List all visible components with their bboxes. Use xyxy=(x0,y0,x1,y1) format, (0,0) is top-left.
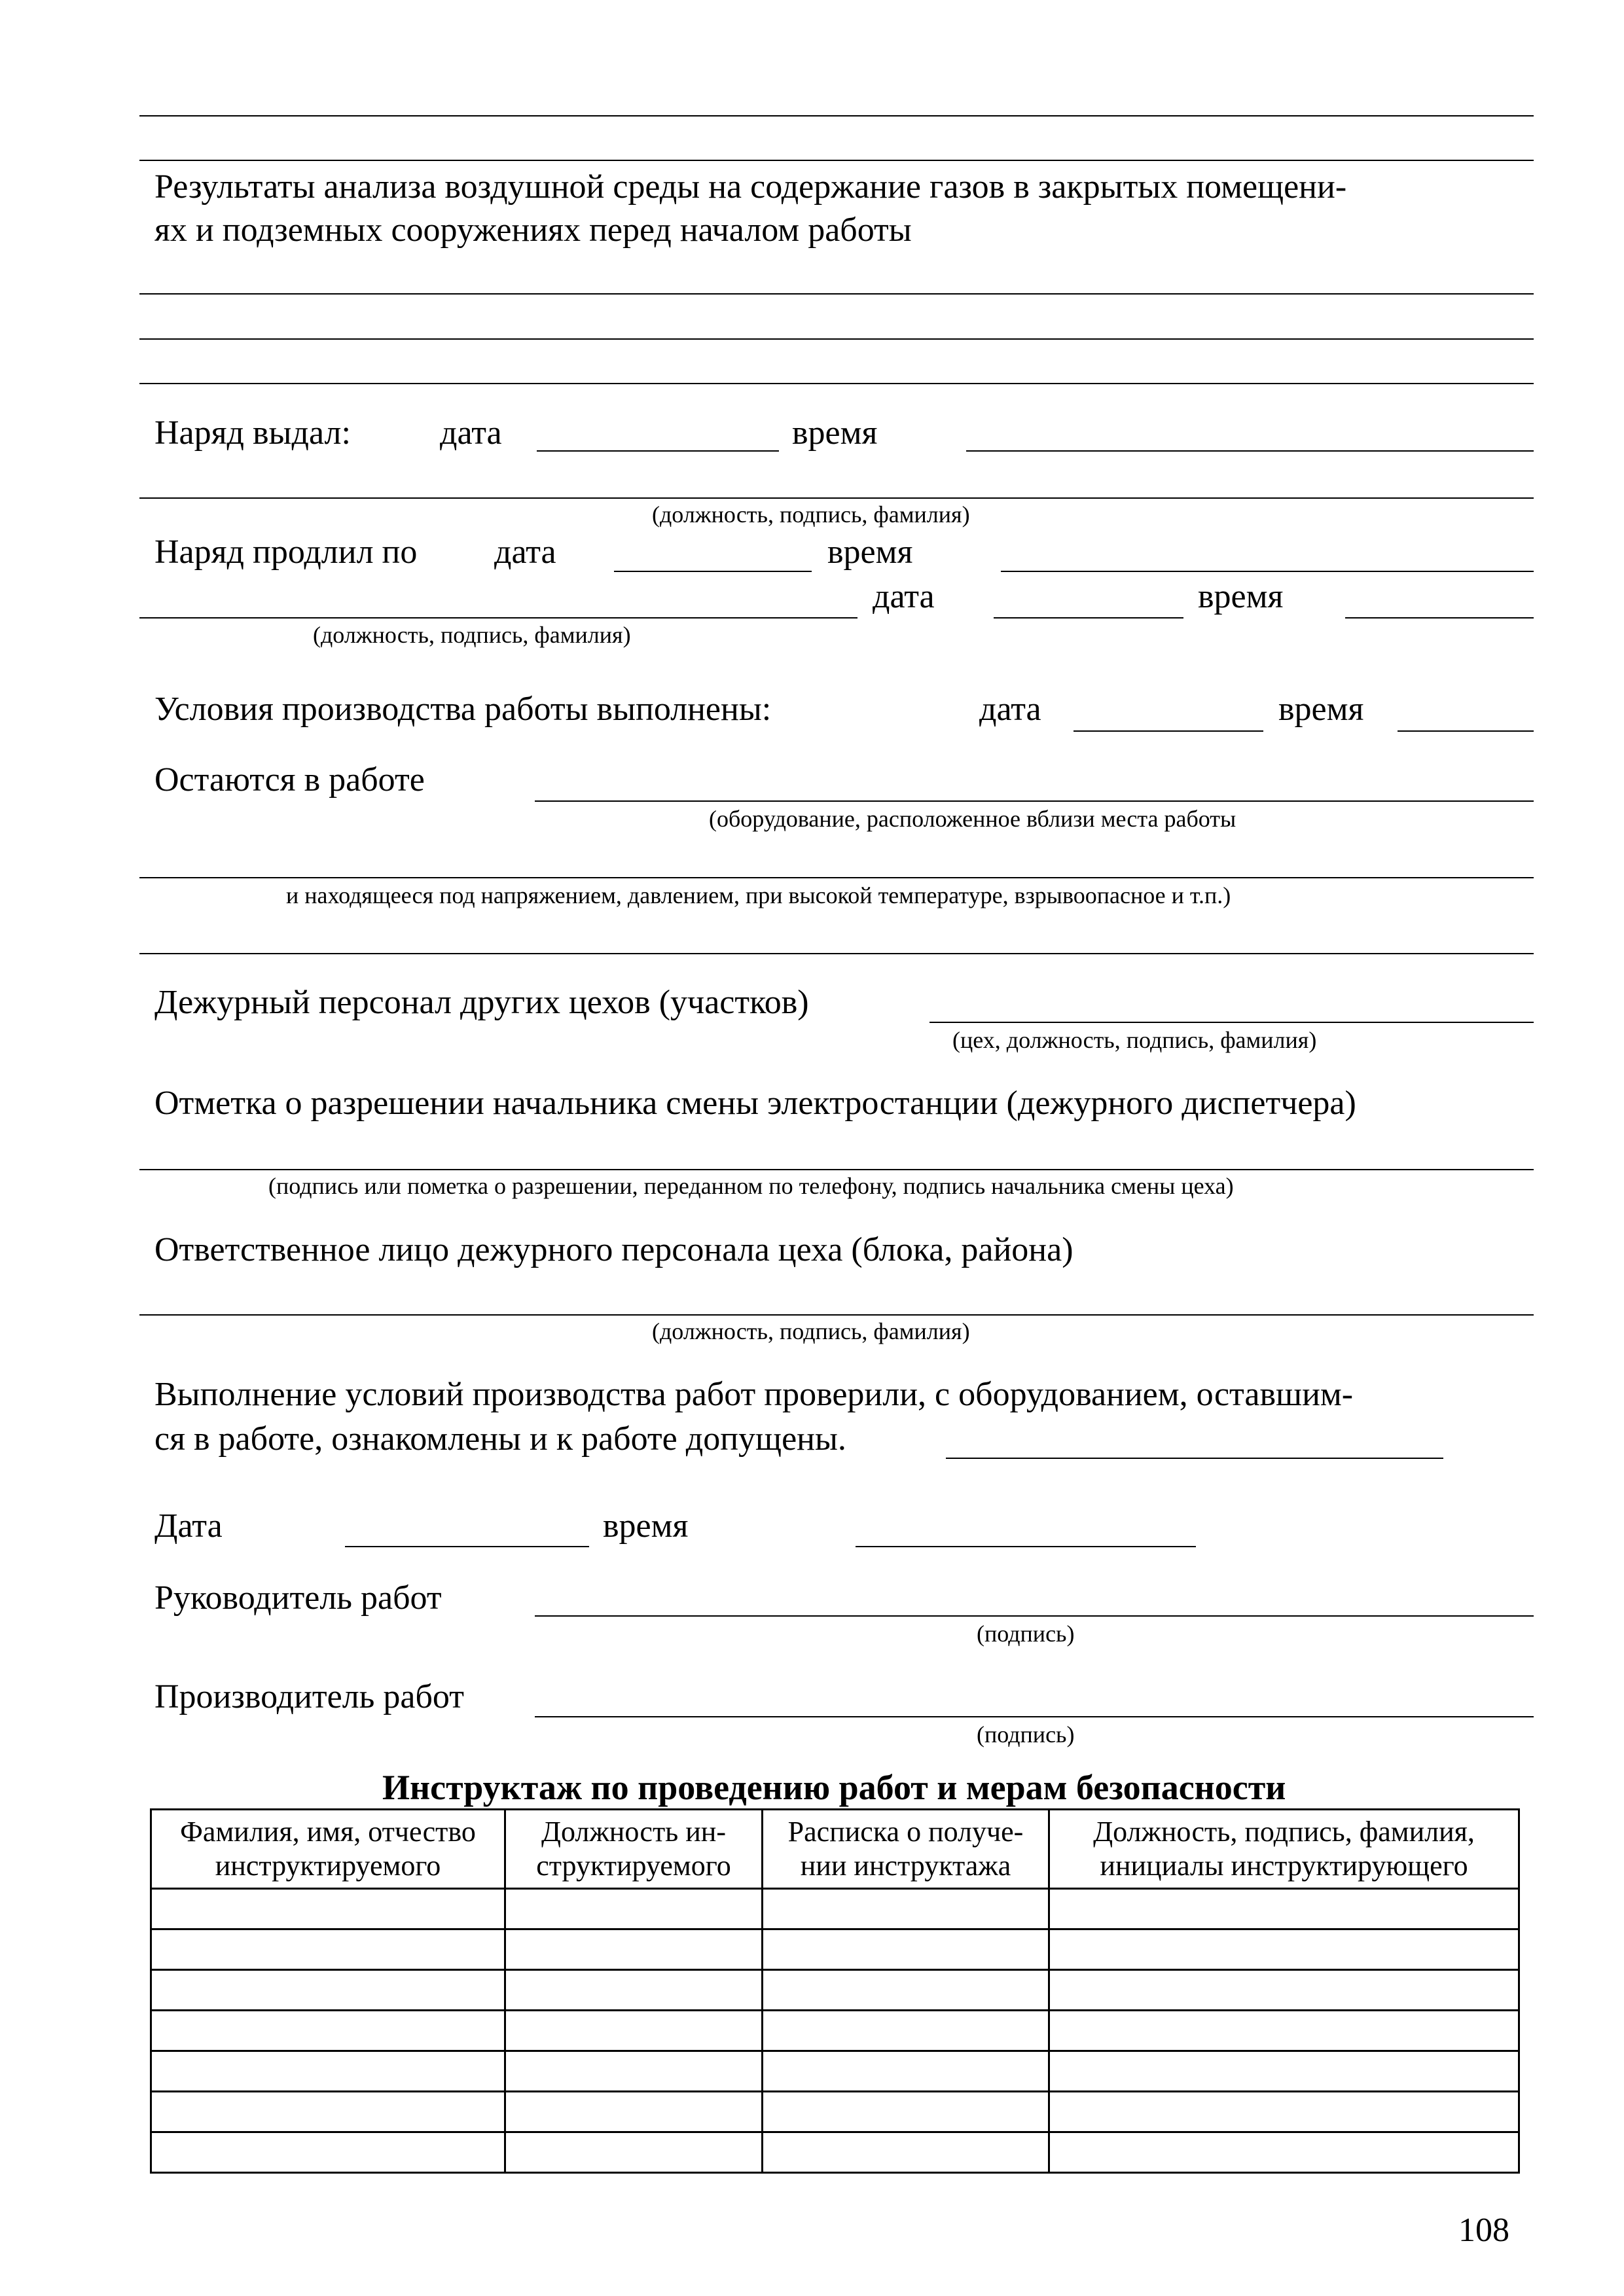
header-line: инструктируемого xyxy=(215,1850,441,1882)
table-cell[interactable] xyxy=(151,2092,505,2132)
table-cell[interactable] xyxy=(151,2051,505,2092)
air-analysis-field-line[interactable] xyxy=(139,293,1534,295)
table-cell[interactable] xyxy=(505,2011,763,2051)
final-time-label: время xyxy=(603,1507,689,1545)
table-cell[interactable] xyxy=(505,1889,763,1929)
remaining-caption-1: (оборудование, расположенное вблизи места работы xyxy=(709,806,1236,832)
table-cell[interactable] xyxy=(505,2051,763,2092)
permission-label: Отметка о разрешении начальника смены электростанции (дежурного диспетчера) xyxy=(154,1085,1356,1122)
header-instructor xyxy=(1049,1810,1519,1889)
header-line: Фамилия, имя, отчество xyxy=(180,1816,476,1848)
conditions-time-label: время xyxy=(1278,691,1364,728)
table-row xyxy=(151,1889,1519,1929)
duty-personnel-label: Дежурный персонал других цехов (участков) xyxy=(154,984,809,1021)
header-line: инициалы инструктирующего xyxy=(1100,1850,1468,1882)
header-position xyxy=(505,1810,763,1889)
air-analysis-line1: Результаты анализа воздушной среды на содержание газов в закрытых помещени- xyxy=(154,168,1347,206)
blank-line xyxy=(139,115,1534,117)
table-cell[interactable] xyxy=(1049,2132,1519,2173)
final-time-field[interactable] xyxy=(856,1546,1196,1547)
header-line: Должность, подпись, фамилия, xyxy=(1093,1816,1475,1848)
header-line: Расписка о получе- xyxy=(787,1816,1024,1848)
extended-time-field[interactable] xyxy=(1001,571,1534,572)
header-full-name xyxy=(151,1810,505,1889)
extended-time-field-2[interactable] xyxy=(1345,617,1534,619)
issued-time-field[interactable] xyxy=(966,450,1534,452)
manager-caption: (подпись) xyxy=(977,1621,1075,1647)
table-row xyxy=(151,1970,1519,2011)
page-number: 108 xyxy=(1458,2212,1509,2249)
remaining-field-3[interactable] xyxy=(139,953,1534,954)
producer-signature-field[interactable] xyxy=(535,1716,1534,1717)
remaining-field[interactable] xyxy=(535,800,1534,802)
responsible-label: Ответственное лицо дежурного персонала цеха (блока, района) xyxy=(154,1231,1074,1268)
table-cell[interactable] xyxy=(505,2132,763,2173)
final-date-field[interactable] xyxy=(345,1546,589,1547)
table-header-row xyxy=(151,1810,1519,1889)
air-analysis-field-line[interactable] xyxy=(139,338,1534,340)
table-cell[interactable] xyxy=(1049,2051,1519,2092)
extended-date-label-2: дата xyxy=(873,578,935,615)
table-cell[interactable] xyxy=(1049,2011,1519,2051)
extended-signature-field[interactable] xyxy=(139,617,857,619)
extended-date-field[interactable] xyxy=(614,571,812,572)
table-cell[interactable] xyxy=(151,1889,505,1929)
verification-line2: ся в работе, ознакомлены и к работе допущены. xyxy=(154,1420,846,1458)
extended-caption: (должность, подпись, фамилия) xyxy=(313,622,631,648)
briefing-title: Инструктаж по проведению работ и мерам безопасности xyxy=(382,1768,1286,1807)
extended-time-label: время xyxy=(827,533,913,571)
remaining-label: Остаются в работе xyxy=(154,761,425,798)
table-row xyxy=(151,2051,1519,2092)
header-receipt xyxy=(763,1810,1049,1889)
extended-date-field-2[interactable] xyxy=(994,617,1183,619)
extended-time-label-2: время xyxy=(1198,578,1284,615)
duty-personnel-caption: (цех, должность, подпись, фамилия) xyxy=(952,1027,1317,1053)
conditions-date-label: дата xyxy=(979,691,1041,728)
table-cell[interactable] xyxy=(763,2092,1049,2132)
table-row xyxy=(151,2132,1519,2173)
verification-signature-field[interactable] xyxy=(946,1458,1443,1459)
header-line: Должность ин- xyxy=(541,1816,726,1848)
issued-time-label: время xyxy=(792,414,878,452)
responsible-caption: (должность, подпись, фамилия) xyxy=(652,1318,970,1344)
remaining-caption-2: и находящееся под напряжением, давлением, при высокой температуре, взрывоопасное и т.п.) xyxy=(286,882,1231,908)
table-cell[interactable] xyxy=(763,1889,1049,1929)
issued-signature-field[interactable] xyxy=(139,497,1534,499)
table-cell[interactable] xyxy=(505,2092,763,2132)
producer-caption: (подпись) xyxy=(977,1721,1075,1748)
blank-line xyxy=(139,160,1534,161)
responsible-field[interactable] xyxy=(139,1314,1534,1316)
table-cell[interactable] xyxy=(1049,1929,1519,1970)
table-cell[interactable] xyxy=(1049,1970,1519,2011)
table-cell[interactable] xyxy=(505,1929,763,1970)
table-cell[interactable] xyxy=(151,2011,505,2051)
producer-label: Производитель работ xyxy=(154,1678,464,1715)
table-cell[interactable] xyxy=(763,2011,1049,2051)
header-line: нии инструктажа xyxy=(800,1850,1011,1882)
issued-caption: (должность, подпись, фамилия) xyxy=(652,501,970,528)
issued-date-label: дата xyxy=(440,414,502,452)
air-analysis-field-line[interactable] xyxy=(139,383,1534,384)
table-cell[interactable] xyxy=(763,2051,1049,2092)
extended-date-label: дата xyxy=(494,533,556,571)
manager-signature-field[interactable] xyxy=(535,1615,1534,1617)
final-date-label: Дата xyxy=(154,1507,223,1545)
permission-field[interactable] xyxy=(139,1169,1534,1170)
table-cell[interactable] xyxy=(505,1970,763,2011)
extended-label: Наряд продлил по xyxy=(154,533,418,571)
issued-date-field[interactable] xyxy=(537,450,779,452)
table-cell[interactable] xyxy=(763,2132,1049,2173)
duty-personnel-field[interactable] xyxy=(929,1022,1534,1023)
table-row xyxy=(151,1929,1519,1970)
briefing-table xyxy=(150,1808,1520,2174)
table-cell[interactable] xyxy=(1049,1889,1519,1929)
manager-label: Руководитель работ xyxy=(154,1579,442,1617)
air-analysis-line2: ях и подземных сооружениях перед началом работы xyxy=(154,211,912,249)
table-row xyxy=(151,2011,1519,2051)
table-cell[interactable] xyxy=(763,1929,1049,1970)
table-cell[interactable] xyxy=(151,1970,505,2011)
verification-line1: Выполнение условий производства работ проверили, с оборудованием, оставшим- xyxy=(154,1376,1354,1413)
table-cell[interactable] xyxy=(151,2132,505,2173)
table-row xyxy=(151,2092,1519,2132)
permission-caption: (подпись или пометка о разрешении, переданном по телефону, подпись начальника смены цеха) xyxy=(268,1173,1234,1199)
conditions-date-field[interactable] xyxy=(1074,730,1263,732)
table-cell[interactable] xyxy=(763,1970,1049,2011)
table-cell[interactable] xyxy=(1049,2092,1519,2132)
table-cell[interactable] xyxy=(151,1929,505,1970)
header-line: структируемого xyxy=(536,1850,731,1882)
remaining-field-2[interactable] xyxy=(139,877,1534,878)
issued-label: Наряд выдал: xyxy=(154,414,351,452)
conditions-label: Условия производства работы выполнены: xyxy=(154,691,772,728)
conditions-time-field[interactable] xyxy=(1398,730,1534,732)
